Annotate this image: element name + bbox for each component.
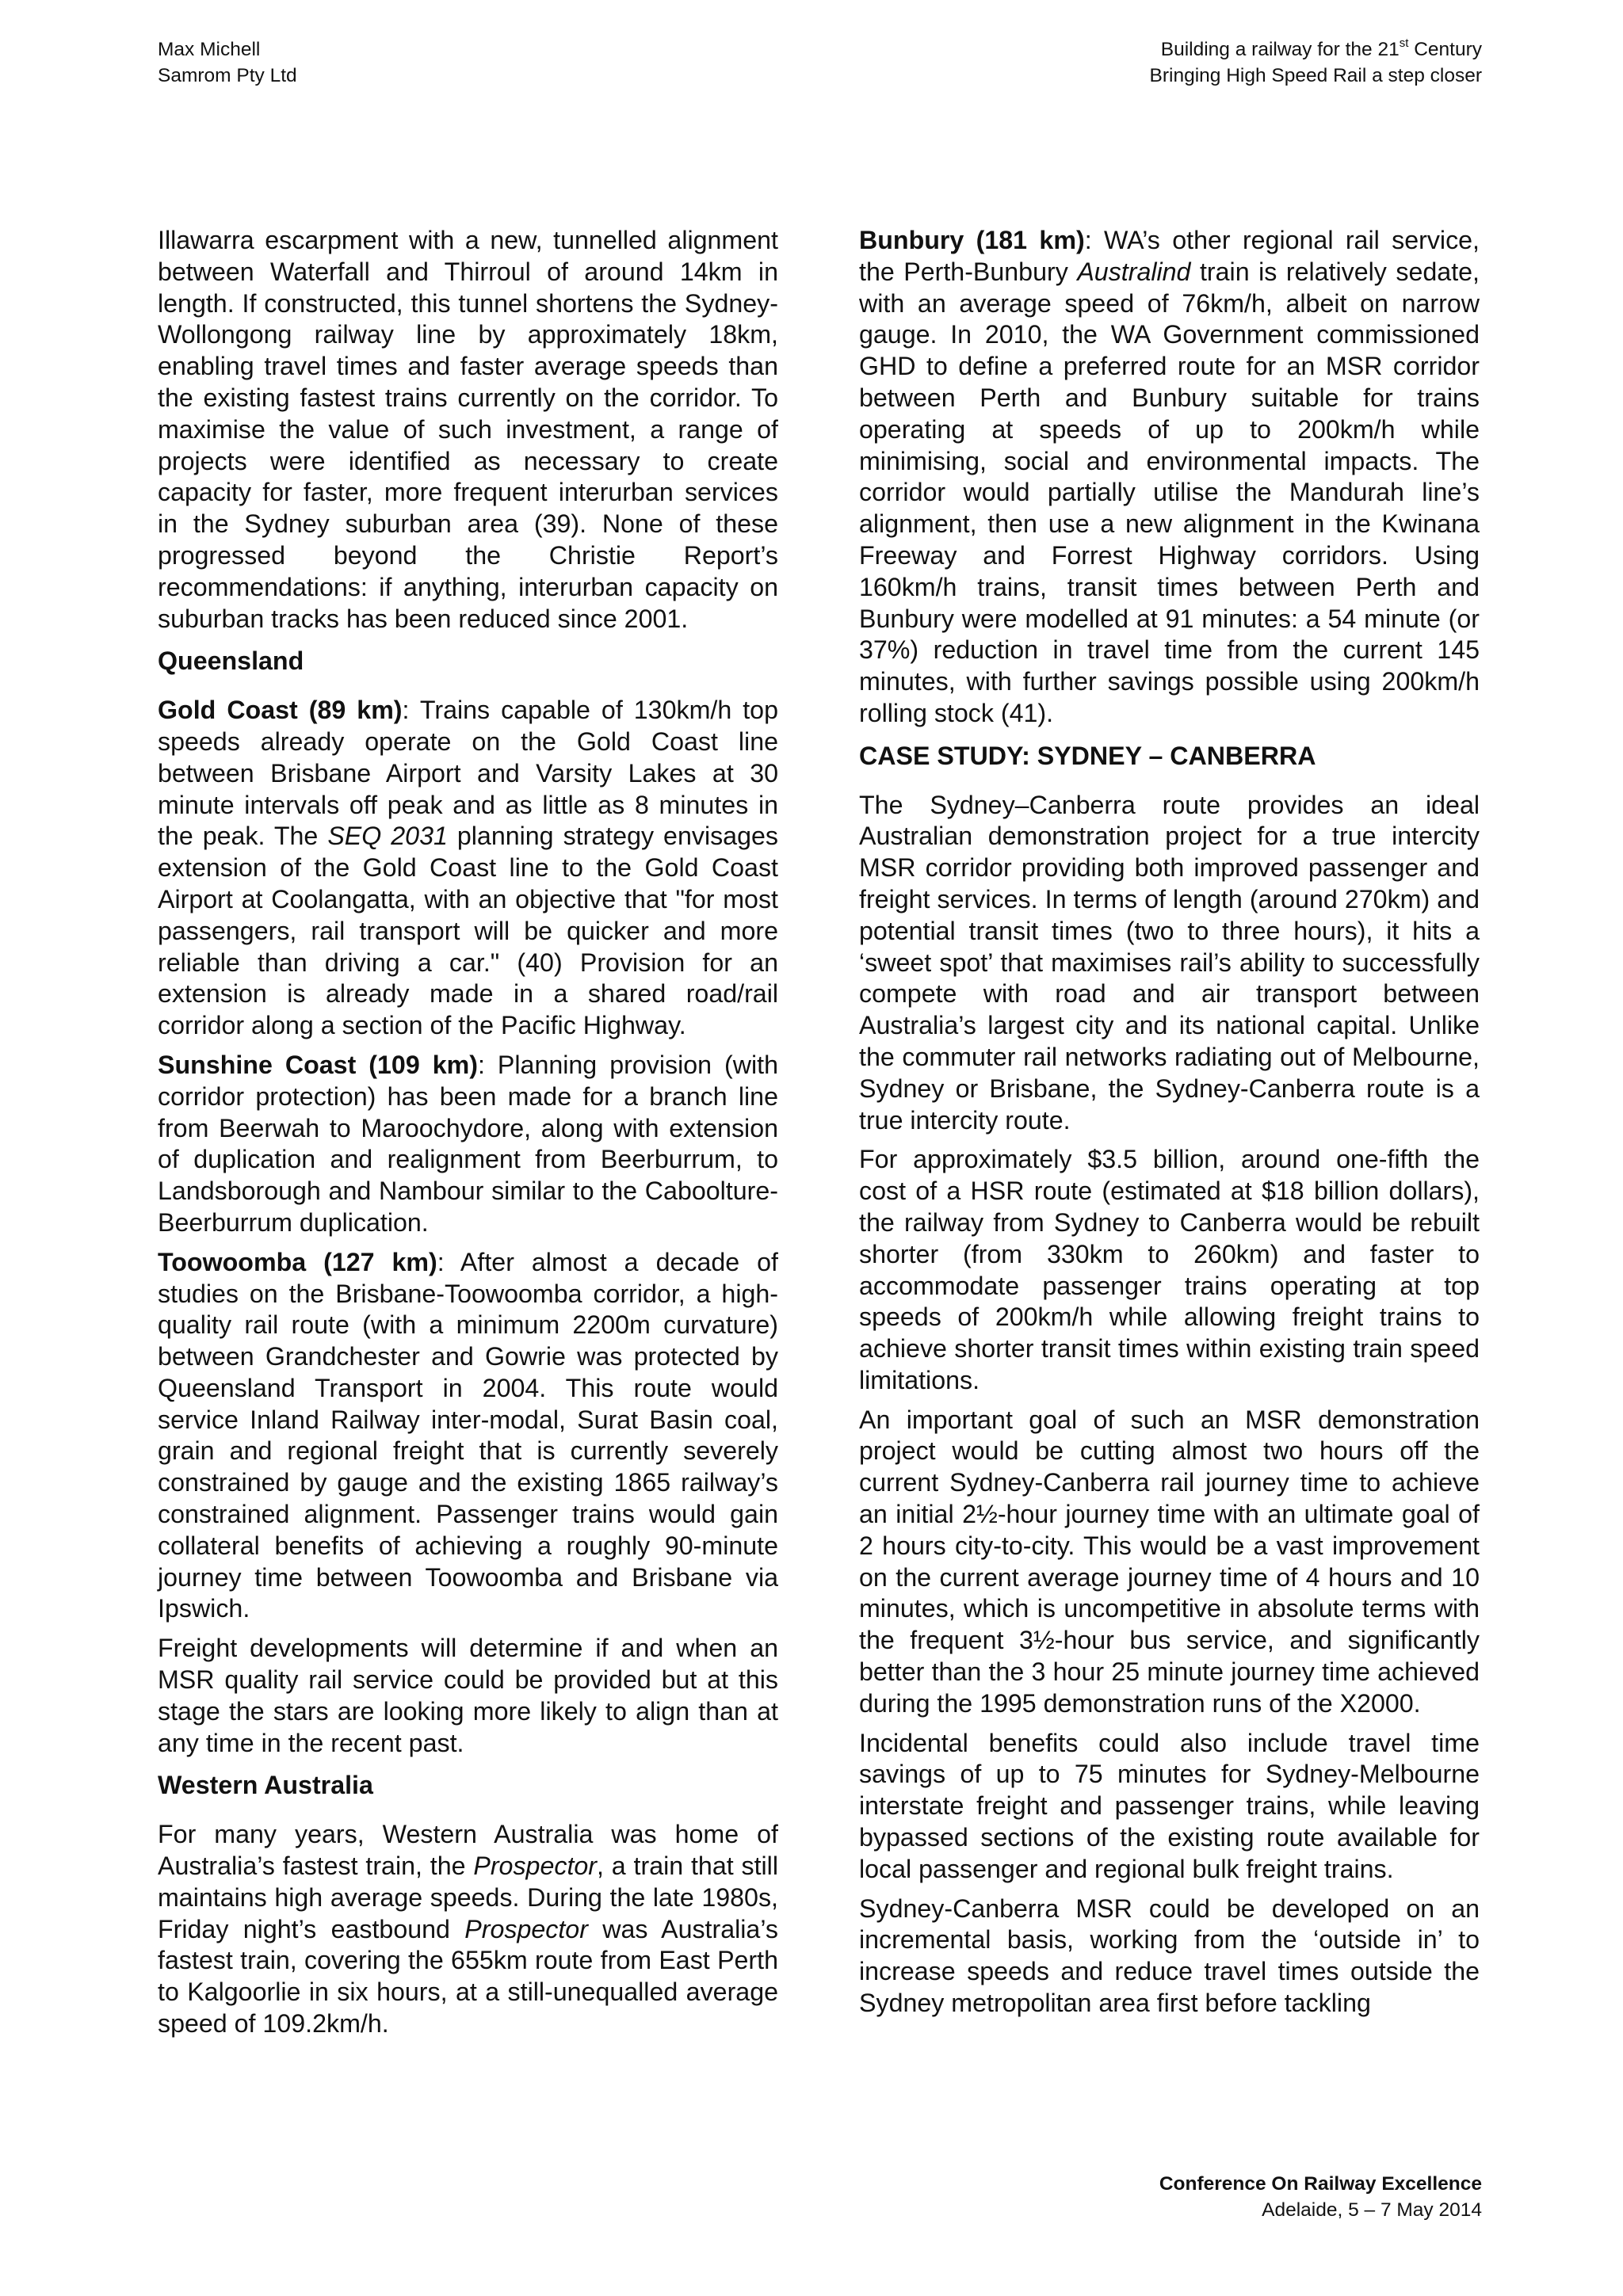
wa-italic-prospector-1: Prospector <box>473 1852 598 1881</box>
header-company: Samrom Pty Ltd <box>158 65 297 86</box>
gold-coast-title: Gold Coast (89 km) <box>158 696 403 725</box>
bunbury-italic: Australind <box>1077 257 1191 286</box>
toowoomba-text: : After almost a decade of studies on the Brisbane-Toowoomba corridor, a high-quality rail route (with a minimum 2200m curvature) between Grandchester and Gowrie was protected by Queensland Transport in 2004. This route would service Inland Railway inter-modal, Surat Basin coal, grain and regional freight that is currently severely constrained by gauge and the existing 1865 railway’s constrained alignment. Passenger trains would gain collateral benefits of achieving a roughly 90-minute journey time between Toowoomba and Brisbane via Ipswich. <box>158 1247 778 1623</box>
paragraph-bunbury <box>859 225 1480 730</box>
footer-location-date: Adelaide, 5 – 7 May 2014 <box>1262 2199 1482 2221</box>
toowoomba-title: Toowoomba (127 km) <box>158 1247 437 1276</box>
paragraph-sunshine-coast <box>158 1050 778 1239</box>
bunbury-title: Bunbury (181 km) <box>859 226 1085 254</box>
header-title-prefix: Building a railway for the 21 <box>1160 39 1400 60</box>
wa-italic-prospector-2: Prospector <box>464 1914 588 1943</box>
header-subtitle: Bringing High Speed Rail a step closer <box>1149 65 1482 86</box>
paragraph-case-study-5: Sydney-Canberra MSR could be developed on an incremental basis, working from the ‘outside in’ to increase speeds and reduce travel times outside the Sydney metropolitan area first before tackling <box>859 1894 1480 2018</box>
header-title <box>1150 36 1482 63</box>
paragraph-gold-coast <box>158 695 778 1042</box>
header-right <box>1150 36 1482 89</box>
gold-coast-text-b: planning strategy envisages extension of the Gold Coast line to the Gold Coast Airport at Coolangatta, with an objective that "for most passengers, rail transport will be quicker and more reliable than driving a car." (40) Provision for an extension is already made in a shared road/rail corridor along a section of the Pacific Highway. <box>158 822 778 1040</box>
paragraph-illawarra: Illawarra escarpment with a new, tunnelled alignment between Waterfall and Thirroul of around 14km in length. If constructed, this tunnel shortens the Sydney-Wollongong railway line by approximately 18km, enabling travel times and faster average speeds than the existing fastest trains currently on the corridor. To maximise the value of such investment, a range of projects were identified as necessary to create capacity for faster, more frequent interurban services in the Sydney suburban area (39). None of these progressed beyond the Christie Report’s recommendations: if anything, interurban capacity on suburban tracks has been reduced since 2001. <box>158 226 778 633</box>
paragraph-case-study-3: An important goal of such an MSR demonstration project would be cutting almost two hours off the current Sydney-Canberra rail journey time to achieve an initial 2½-hour journey time with an ultimate goal of 2 hours city-to-city. This would be a vast improvement on the current average journey time of 4 hours and 10 minutes, which is uncompetitive in absolute terms with the frequent 3½-hour bus service, and significantly better than the 3 hour 25 minute journey time achieved during the 1995 demonstration runs of the X2000. <box>859 1405 1480 1718</box>
paragraph-western-australia <box>158 1819 778 2040</box>
sunshine-coast-text: : Planning provision (with corridor protection) has been made for a branch line from Beerwah to Maroochydore, along with extension of duplication and realignment from Beerburrum, to Landsborough and Nambour similar to the Caboolture-Beerburrum duplication. <box>158 1050 778 1237</box>
gold-coast-italic: SEQ 2031 <box>327 822 448 851</box>
footer-conference: Conference On Railway Excellence <box>1159 2173 1482 2195</box>
paragraph-case-study-4: Incidental benefits could also include travel time savings of up to 75 minutes for Sydney-Melbourne interstate freight and passenger trains, while leaving bypassed sections of the existing route available for local passenger and regional bulk freight trains. <box>859 1728 1480 1883</box>
bunbury-text-a: : WA’s other regional rail service, the Perth-Bunbury <box>859 226 1480 286</box>
paragraph-toowoomba <box>158 1247 778 1626</box>
heading-case-study: CASE STUDY: SYDNEY – CANBERRA <box>859 741 1316 770</box>
bunbury-text-b: train is relatively sedate, with an average speed of 76km/h, albeit on narrow gauge. In 2010, the WA Government commissioned GHD to define a preferred route for an MSR corridor between Perth and Bunbury suitable for trains operating at speeds of up to 200km/h while minimising, social and environmental impacts. The corridor would partially utilise the Mandurah line’s alignment, then use a new alignment in the Kwinana Freeway and Forrest Highway corridors. Using 160km/h trains, transit times between Perth and Bunbury were modelled at 91 minutes: a 54 minute (or 37%) reduction in travel time from the current 145 minutes, with further savings possible using 200km/h rolling stock (41). <box>859 257 1480 727</box>
header-left <box>158 36 297 89</box>
paragraph-case-study-1: The Sydney–Canberra route provides an ideal Australian demonstration project for a true intercity MSR corridor providing both improved passenger and freight services. In terms of length (around 270km) and potential transit times (two to three hours), it hits a ‘sweet spot’ that maximises rail’s ability to successfully compete with road and air transport between Australia’s largest city and its national capital. Unlike the commuter rail networks radiating out of Melbourne, Sydney or Brisbane, the Sydney-Canberra route is a true intercity route. <box>859 790 1480 1135</box>
wa-text-a: For many years, Western Australia was home of Australia’s fastest train, the <box>158 1820 778 1881</box>
header-title-sup: st <box>1399 36 1409 50</box>
footer <box>1159 2171 1482 2223</box>
wa-text-b: , a train that still maintains high average speeds. During the late 1980s, Friday night’s eastbound <box>158 1852 778 1943</box>
gold-coast-text-a: : Trains capable of 130km/h top speeds already operate on the Gold Coast line between Brisbane Airport and Varsity Lakes at 30 minute intervals off peak and as little as 8 minutes in the peak. The <box>158 696 778 851</box>
paragraph-freight: Freight developments will determine if and when an MSR quality rail service could be provided but at this stage the stars are looking more likely to align than at any time in the recent past. <box>158 1634 778 1757</box>
left-column <box>158 225 778 2048</box>
heading-queensland: Queensland <box>158 646 304 676</box>
heading-western-australia: Western Australia <box>158 1771 373 1800</box>
paragraph-case-study-2: For approximately $3.5 billion, around one-fifth the cost of a HSR route (estimated at $18 billion dollars), the railway from Sydney to Canberra would be rebuilt shorter (from 330km to 260km) and faster to accommodate passenger trains operating at top speeds of 200km/h while allowing freight trains to achieve shorter transit times within existing train speed limitations. <box>859 1145 1480 1394</box>
sunshine-coast-title: Sunshine Coast (109 km) <box>158 1050 478 1079</box>
header-author: Max Michell <box>158 39 261 60</box>
header-title-suffix: Century <box>1408 39 1482 60</box>
wa-text-c: was Australia’s fastest train, covering the 655km route from East Perth to Kalgoorlie in six hours, at a still-unequalled average speed of 109.2km/h. <box>158 1914 778 2039</box>
right-column <box>859 225 1480 2027</box>
